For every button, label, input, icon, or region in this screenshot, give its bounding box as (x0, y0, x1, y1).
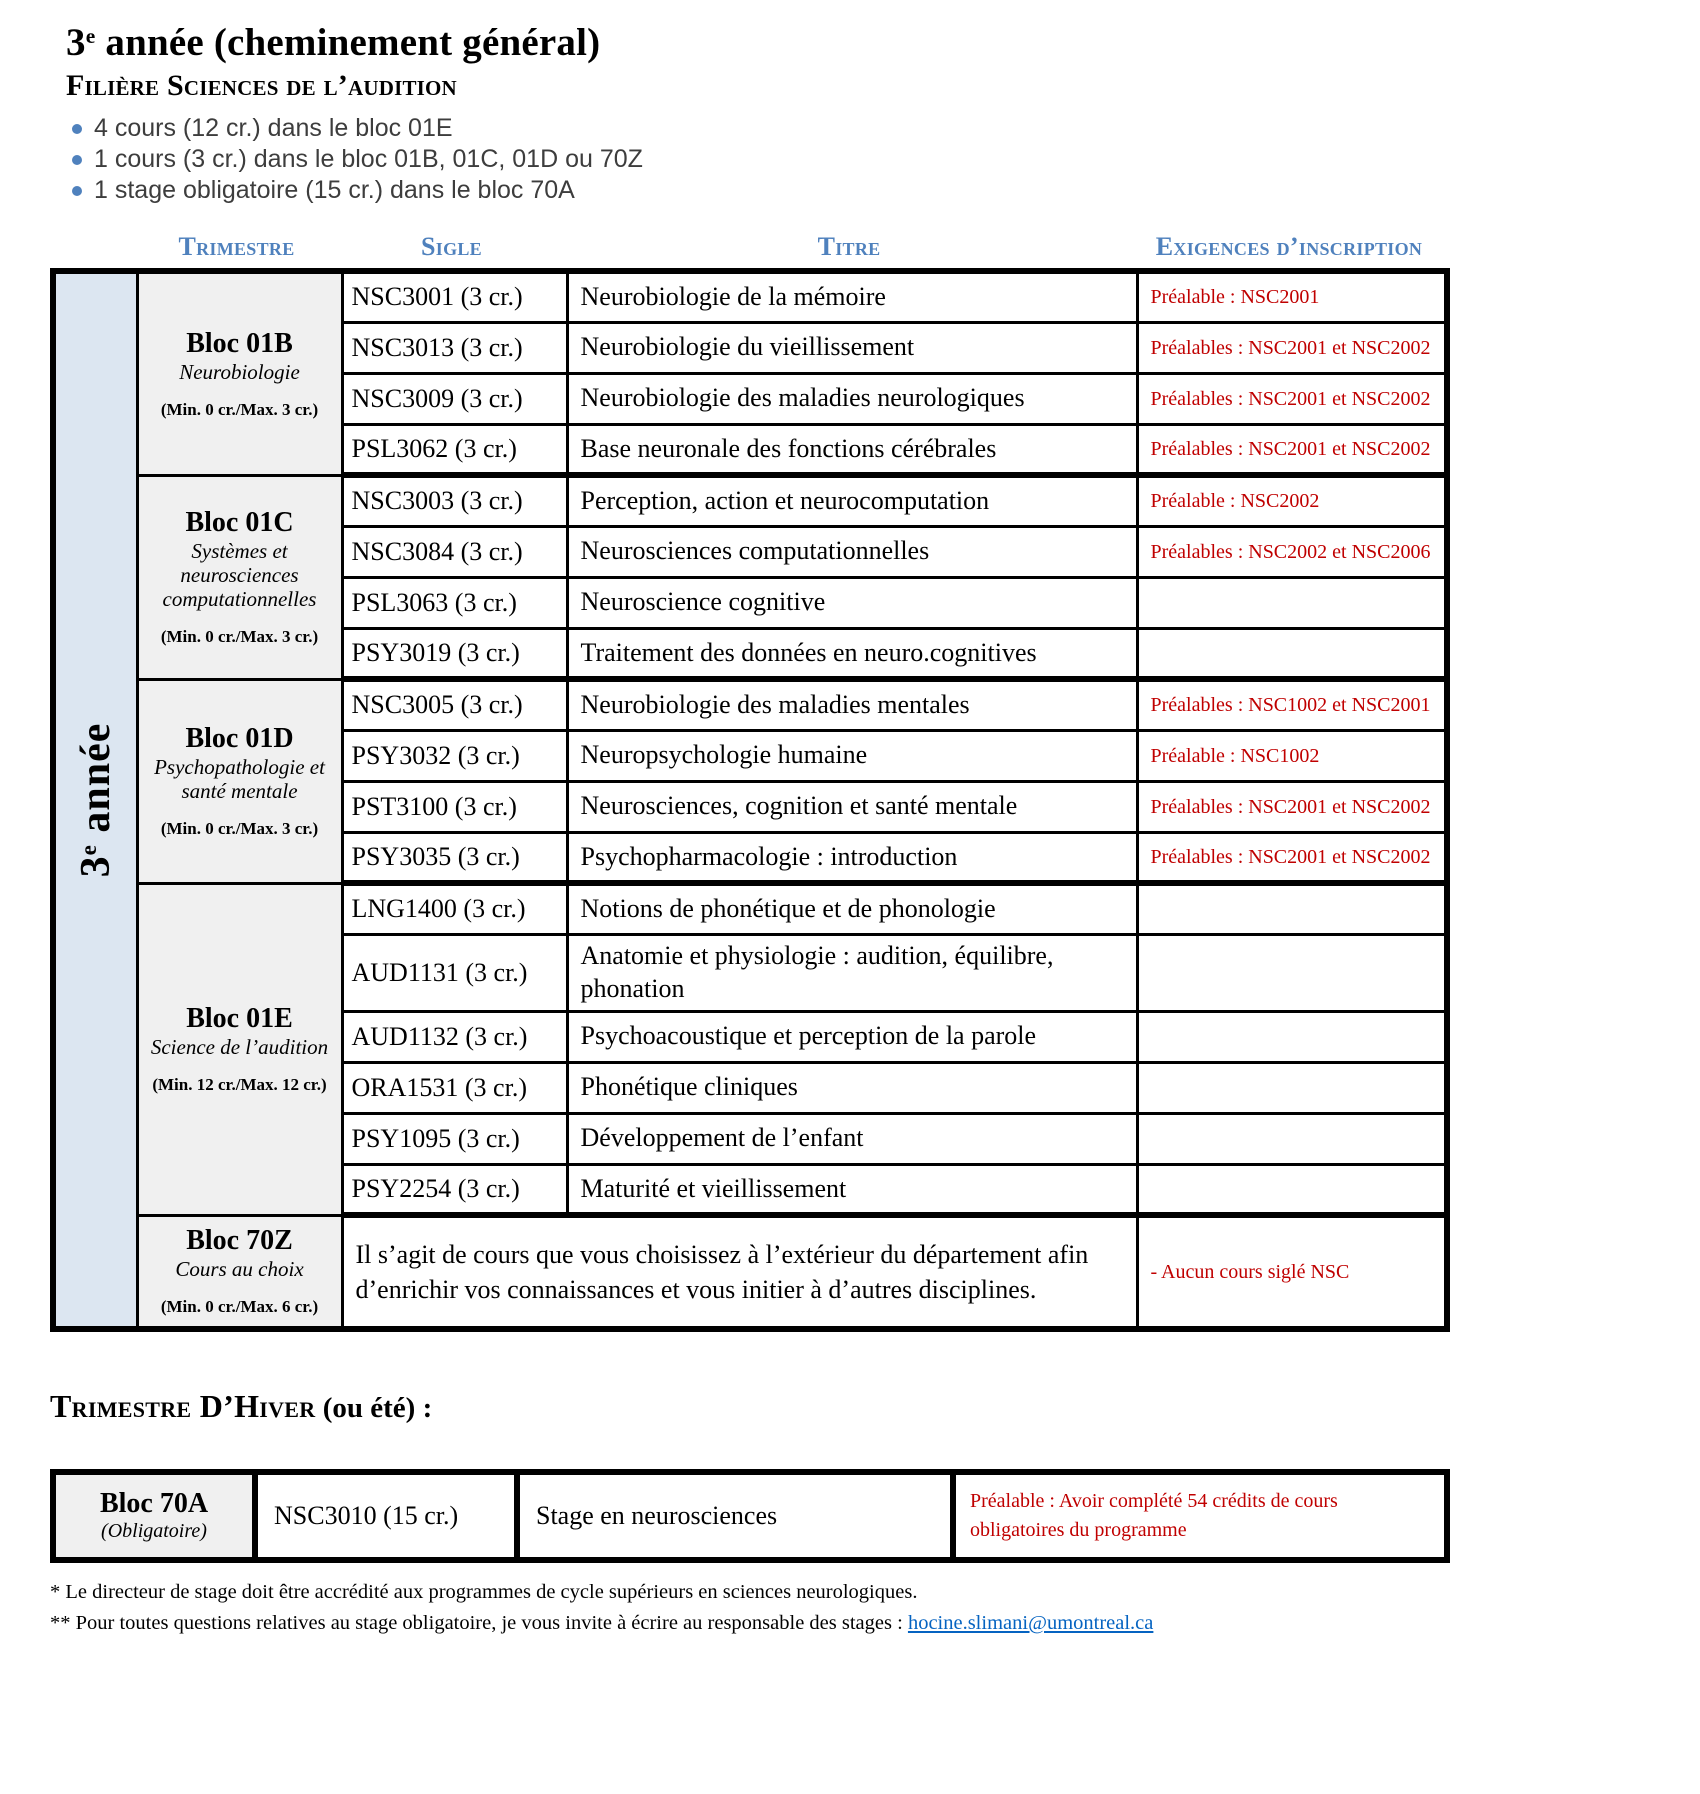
column-header-spacer (50, 232, 134, 262)
bloc-theme: Neurobiologie (179, 359, 300, 384)
footnote-1: * Le directeur de stage doit être accrédité aux programmes de cycle supérieurs en sciences neurologiques. (50, 1581, 918, 1603)
course-titre: Développement de l’enfant (567, 1113, 1137, 1164)
column-header-sigle: Sigle (421, 232, 482, 261)
year-label-sup: e (75, 844, 102, 856)
course-sigle: NSC3005 (3 cr.) (342, 679, 567, 730)
course-exigence: Préalables : NSC2002 et NSC2006 (1137, 526, 1447, 577)
course-titre: Neurosciences computationnelles (567, 526, 1137, 577)
course-titre: Neurobiologie du vieillissement (567, 322, 1137, 373)
course-sigle: NSC3003 (3 cr.) (342, 475, 567, 526)
course-exigence: Préalables : NSC2001 et NSC2002 (1137, 781, 1447, 832)
course-sigle: PSL3063 (3 cr.) (342, 577, 567, 628)
page-title-rest: année (cheminement général) (95, 21, 601, 64)
list-item (72, 113, 1700, 144)
course-titre: Stage en neurosciences (517, 1472, 953, 1560)
course-exigence (1137, 628, 1447, 679)
course-exigence (1137, 1164, 1447, 1215)
course-exigence (1137, 1113, 1447, 1164)
bloc-limits: (Min. 12 cr./Max. 12 cr.) (152, 1074, 327, 1094)
bloc-01e-header (137, 883, 342, 1215)
course-sigle: PSL3062 (3 cr.) (342, 424, 567, 475)
bloc-limits: (Min. 0 cr./Max. 6 cr.) (160, 1297, 319, 1317)
bullet-icon (72, 124, 82, 134)
course-titre: Neuropsychologie humaine (567, 730, 1137, 781)
winter-term-heading-rest: (ou été) : (315, 1392, 433, 1424)
course-sigle: NSC3010 (15 cr.) (255, 1472, 517, 1560)
course-titre: Psychoacoustique et perception de la parole (567, 1011, 1137, 1062)
course-exigence: Préalable : NSC2002 (1137, 475, 1447, 526)
course-exigence: Préalable : NSC1002 (1137, 730, 1447, 781)
column-headers (50, 232, 1700, 262)
bloc-theme: Systèmes et neurosciences computationnelles (162, 538, 317, 611)
course-titre: Neurobiologie des maladies mentales (567, 679, 1137, 730)
requirement-text: 4 cours (12 cr.) dans le bloc 01E (94, 114, 453, 142)
course-exigence (1137, 577, 1447, 628)
course-exigence (1137, 883, 1447, 934)
footnotes (50, 1577, 1700, 1639)
course-row (53, 883, 1447, 934)
course-exigence: - Aucun cours siglé NSC (1137, 1215, 1447, 1329)
course-exigence: Préalable : Avoir complété 54 crédits de cours obligatoires du programme (953, 1472, 1447, 1560)
internship-row (53, 1472, 1447, 1560)
course-titre: Notions de phonétique et de phonologie (567, 883, 1137, 934)
course-sigle: NSC3013 (3 cr.) (342, 322, 567, 373)
course-exigence: Préalables : NSC2001 et NSC2002 (1137, 373, 1447, 424)
page-title-num: 3 (66, 21, 86, 64)
course-exigence (1137, 1011, 1447, 1062)
course-sigle: AUD1132 (3 cr.) (342, 1011, 567, 1062)
bloc-70z-header (137, 1215, 342, 1329)
course-sigle: AUD1131 (3 cr.) (342, 934, 567, 1011)
course-titre: Psychopharmacologie : introduction (567, 832, 1137, 883)
course-exigence: Préalable : NSC2001 (1137, 271, 1447, 322)
bullet-icon (72, 155, 82, 165)
course-titre: Base neuronale des fonctions cérébrales (567, 424, 1137, 475)
requirement-text: 1 stage obligatoire (15 cr.) dans le bloc 70A (94, 176, 575, 204)
course-titre: Anatomie et physiologie : audition, équilibre, phonation (567, 934, 1137, 1011)
bloc-limits: (Min. 0 cr./Max. 3 cr.) (160, 819, 319, 839)
bullet-icon (72, 186, 82, 196)
column-header-exigences: Exigences d’inscription (1155, 232, 1423, 261)
course-exigence (1137, 1062, 1447, 1113)
course-sigle: PST3100 (3 cr.) (342, 781, 567, 832)
course-exigence: Préalables : NSC2001 et NSC2002 (1137, 424, 1447, 475)
footnote-2-text: ** Pour toutes questions relatives au stage obligatoire, je vous invite à écrire au responsable des stages : (50, 1611, 908, 1634)
bloc-01b-header (137, 271, 342, 475)
bloc-01c-header (137, 475, 342, 679)
winter-term-heading-smallcaps: Trimestre D’Hiver (50, 1388, 316, 1424)
requirement-text: 1 cours (3 cr.) dans le bloc 01B, 01C, 01D ou 70Z (94, 145, 643, 173)
course-titre: Neuroscience cognitive (567, 577, 1137, 628)
course-titre: Neurobiologie de la mémoire (567, 271, 1137, 322)
course-titre: Neurobiologie des maladies neurologiques (567, 373, 1137, 424)
course-titre: Maturité et vieillissement (567, 1164, 1137, 1215)
column-header-titre: Titre (817, 232, 881, 261)
course-sigle: LNG1400 (3 cr.) (342, 883, 567, 934)
footnote-2 (50, 1608, 1700, 1639)
course-titre: Phonétique cliniques (567, 1062, 1137, 1113)
course-row (53, 1215, 1447, 1329)
page-title-sup: e (85, 24, 96, 49)
course-sigle: PSY3019 (3 cr.) (342, 628, 567, 679)
section-subtitle: Filière Sciences de l’audition (66, 69, 457, 102)
course-exigence: Préalables : NSC1002 et NSC2001 (1137, 679, 1447, 730)
course-sigle: PSY3035 (3 cr.) (342, 832, 567, 883)
winter-term-heading (50, 1388, 1700, 1425)
year-label (72, 723, 120, 878)
course-titre: Neurosciences, cognition et santé mentale (567, 781, 1137, 832)
course-sigle: NSC3001 (3 cr.) (342, 271, 567, 322)
list-item (72, 175, 1700, 206)
column-header-trimestre: Trimestre (178, 232, 295, 261)
bloc-name: Bloc 70A (99, 1488, 209, 1520)
course-titre: Traitement des données en neuro.cognitives (567, 628, 1137, 679)
course-sigle: PSY1095 (3 cr.) (342, 1113, 567, 1164)
bloc-name: Bloc 01D (185, 722, 294, 754)
bloc-01d-header (137, 679, 342, 883)
bloc-name: Bloc 01C (185, 506, 294, 538)
email-link[interactable]: hocine.slimani@umontreal.ca (907, 1611, 1154, 1634)
bloc-70a-header (53, 1472, 255, 1560)
bloc-limits: (Min. 0 cr./Max. 3 cr.) (160, 627, 319, 647)
bloc-theme: Science de l’audition (150, 1034, 329, 1059)
course-sigle: PSY2254 (3 cr.) (342, 1164, 567, 1215)
bloc-name: Bloc 01E (186, 1003, 293, 1035)
requirements-list (72, 113, 1700, 206)
course-exigence: Préalables : NSC2001 et NSC2002 (1137, 322, 1447, 373)
year-label-rest: année (72, 722, 119, 845)
course-sigle: ORA1531 (3 cr.) (342, 1062, 567, 1113)
course-table (50, 268, 1450, 1332)
page-title (66, 20, 1700, 65)
course-sigle: PSY3032 (3 cr.) (342, 730, 567, 781)
course-row (53, 475, 1447, 526)
bloc-name: Bloc 01B (186, 327, 293, 359)
course-exigence: Préalables : NSC2001 et NSC2002 (1137, 832, 1447, 883)
bloc-theme: Psychopathologie et santé mentale (154, 754, 325, 803)
list-item (72, 144, 1700, 175)
course-exigence (1137, 934, 1447, 1011)
course-row (53, 271, 1447, 322)
year-label-num: 3 (72, 855, 119, 878)
course-titre: Perception, action et neurocomputation (567, 475, 1137, 526)
bloc-theme: Cours au choix (175, 1257, 304, 1282)
bloc-name: Bloc 70Z (186, 1225, 293, 1257)
bloc-limits: (Min. 0 cr./Max. 3 cr.) (160, 399, 319, 419)
course-row (53, 679, 1447, 730)
bloc-70z-description: Il s’agit de cours que vous choisissez à l’extérieur du département afin d’enrichir vos connaissances et vous initier à d’autres disciplines. (342, 1215, 1137, 1329)
year-column (53, 271, 137, 1329)
bloc-theme: (Obligatoire) (101, 1519, 207, 1542)
course-sigle: NSC3009 (3 cr.) (342, 373, 567, 424)
course-sigle: NSC3084 (3 cr.) (342, 526, 567, 577)
internship-table (50, 1469, 1450, 1563)
